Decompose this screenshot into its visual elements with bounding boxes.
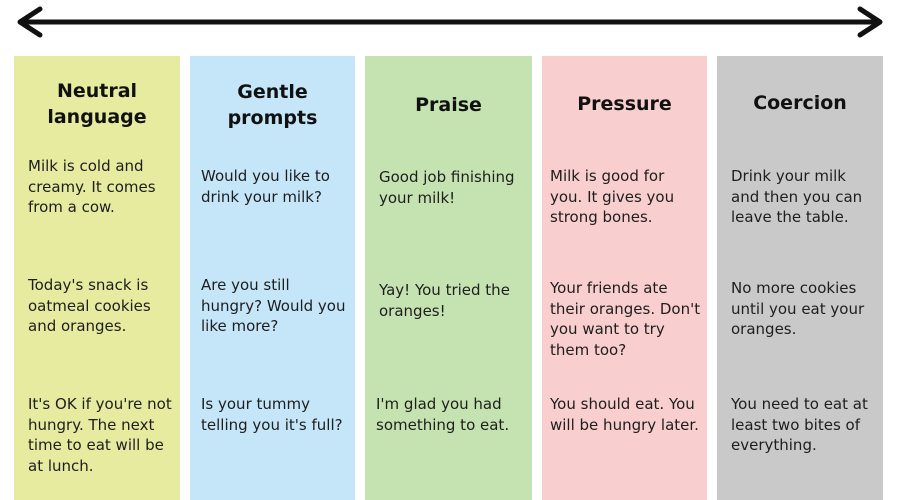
column-coercion (717, 56, 883, 500)
column-title: Praise (415, 94, 482, 116)
column-gentle-prompts (190, 56, 355, 500)
example-text: Today's snack is oatmeal cookies and oranges. (28, 276, 151, 335)
example-text: Milk is good for you. It gives you strong bones. (550, 167, 675, 226)
example-text: Would you like to drink your milk? (201, 167, 330, 206)
example-text: Your friends ate their oranges. Don't you want to try them too? (550, 279, 701, 359)
example-text: Good job finishing your milk! (379, 168, 515, 207)
example-text: Are you still hungry? Would you like more? (201, 276, 346, 335)
example-text: You should eat. You will be hungry later. (550, 395, 699, 434)
example-text: Is your tummy telling you it's full? (201, 395, 343, 434)
example-text: You need to eat at least two bites of everything. (731, 395, 868, 454)
column-title: Neutral language (47, 80, 147, 128)
column-praise (365, 56, 532, 500)
column-title: Pressure (577, 93, 672, 115)
example-text: Drink your milk and then you can leave the table. (731, 167, 863, 226)
column-pressure (542, 56, 707, 500)
example-text: Yay! You tried the oranges! (379, 281, 510, 320)
example-text: I'm glad you had something to eat. (376, 395, 510, 434)
example-text: It's OK if you're not hungry. The next time to eat will be at lunch. (28, 395, 172, 475)
column-title: Coercion (753, 92, 847, 114)
column-title: Gentle prompts (227, 81, 318, 129)
spectrum-arrow (0, 0, 900, 50)
example-text: Milk is cold and creamy. It comes from a cow. (28, 157, 156, 216)
example-text: No more cookies until you eat your oranges. (731, 279, 865, 338)
column-neutral-language (14, 56, 180, 500)
